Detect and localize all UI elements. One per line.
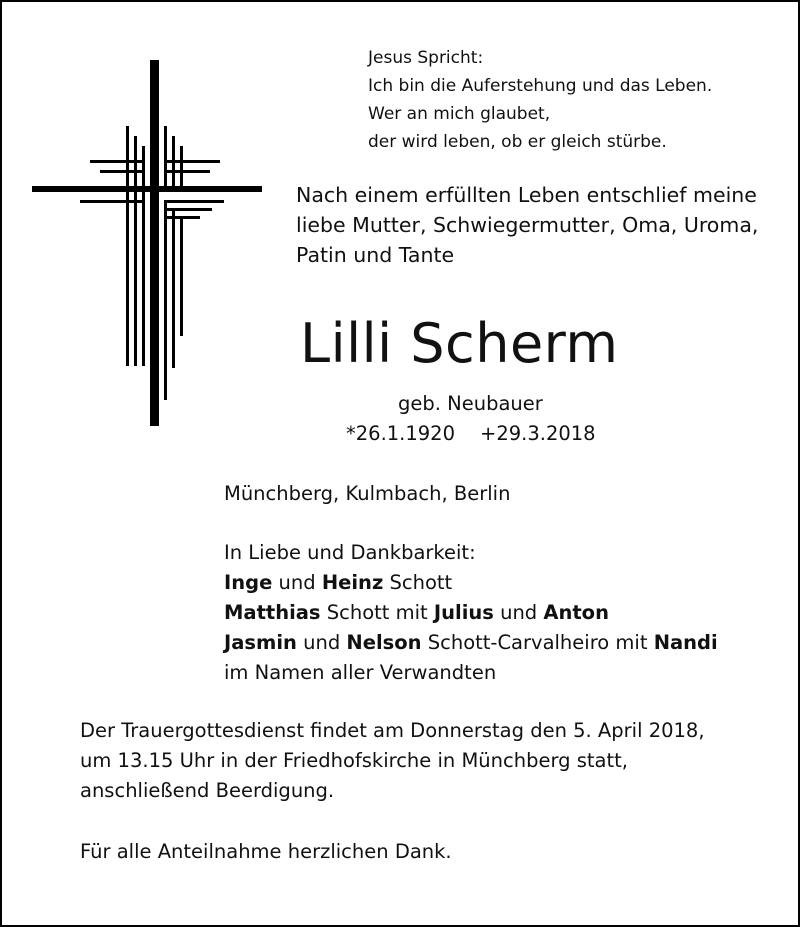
mourner-name: Nelson bbox=[346, 631, 422, 654]
mourner-name: Anton bbox=[543, 601, 609, 624]
surname-text: Schott bbox=[383, 571, 453, 594]
death-date: +29.3.2018 bbox=[480, 422, 596, 445]
quote-line: Jesus Spricht: bbox=[368, 48, 484, 68]
maiden-name: geb. Neubauer bbox=[398, 392, 543, 415]
intro-line: liebe Mutter, Schwiegermutter, Oma, Uroma, bbox=[296, 213, 759, 237]
service-line: anschließend Beerdigung. bbox=[80, 779, 335, 802]
mourners-intro: In Liebe und Dankbarkeit: bbox=[224, 541, 476, 564]
deceased-name: Lilli Scherm bbox=[300, 312, 619, 375]
mourner-name: Julius bbox=[433, 601, 494, 624]
service-line: Der Trauergottesdienst findet am Donnerstag den 5. April 2018, bbox=[80, 719, 705, 742]
mourner-line bbox=[224, 598, 718, 628]
birth-date: *26.1.1920 bbox=[346, 422, 455, 445]
service-info bbox=[80, 716, 705, 806]
bible-quote bbox=[368, 44, 712, 156]
connector-text: Schott mit bbox=[320, 601, 434, 624]
mourner-line bbox=[224, 568, 718, 598]
cross-icon bbox=[30, 60, 270, 430]
connector-text: Schott-Carvalheiro mit bbox=[421, 631, 654, 654]
connector-text: und bbox=[296, 631, 347, 654]
mourners-closing: im Namen aller Verwandten bbox=[224, 661, 497, 684]
quote-line: Wer an mich glaubet, bbox=[368, 104, 551, 124]
quote-line: Ich bin die Auferstehung und das Leben. bbox=[368, 76, 713, 96]
mourner-line bbox=[224, 628, 718, 658]
connector-text: und bbox=[272, 571, 322, 594]
mourner-name: Inge bbox=[224, 571, 273, 594]
intro-text bbox=[296, 180, 758, 270]
places: Münchberg, Kulmbach, Berlin bbox=[224, 482, 511, 505]
service-line: um 13.15 Uhr in der Friedhofskirche in Münchberg statt, bbox=[80, 749, 628, 772]
mourner-name: Heinz bbox=[321, 571, 384, 594]
quote-line: der wird leben, ob er gleich stürbe. bbox=[368, 132, 667, 152]
mourner-name: Jasmin bbox=[224, 631, 297, 654]
intro-line: Patin und Tante bbox=[296, 243, 455, 267]
connector-text: und bbox=[493, 601, 544, 624]
mourner-name: Matthias bbox=[224, 601, 321, 624]
intro-line: Nach einem erfüllten Leben entschlief meine bbox=[296, 183, 757, 207]
mourner-name: Nandi bbox=[653, 631, 718, 654]
mourners-block bbox=[224, 538, 718, 688]
thanks-text: Für alle Anteilnahme herzlichen Dank. bbox=[80, 840, 452, 863]
